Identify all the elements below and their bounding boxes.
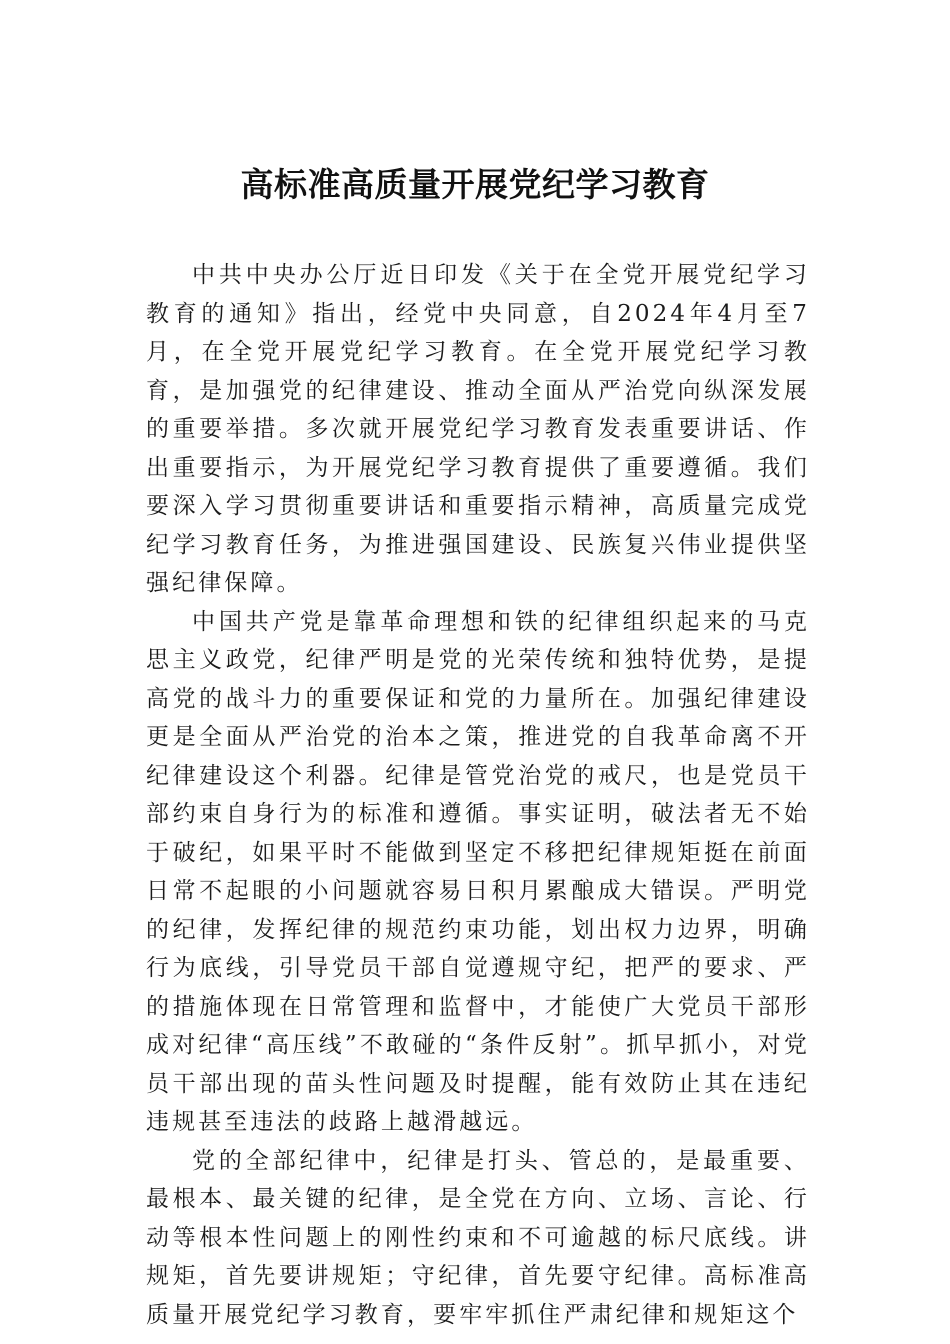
paragraph-1: 中共中央办公厅近日印发《关于在全党开展党纪学习教育的通知》指出，经党中央同意，自2024年4月至7月，在全党开展党纪学习教育。在全党开展党纪学习教育，是加强党的纪律建设、推动全面从严治党向纵深发展的重要举措。多次就开展党纪学习教育发表重要讲话、作出重要指示，为开展党纪学习教育提供了重要遵循。我们要深入学习贯彻重要讲话和重要指示精神，高质量完成党纪学习教育任务，为推进强国建设、民族复兴伟业提供坚强纪律保障。 [146, 262, 810, 596]
paragraph-2: 中国共产党是靠革命理想和铁的纪律组织起来的马克思主义政党，纪律严明是党的光荣传统和独特优势，是提高党的战斗力的重要保证和党的力量所在。加强纪律建设更是全面从严治党的治本之策，推进党的自我革命离不开纪律建设这个利器。纪律是管党治党的戒尺，也是党员干部约束自身行为的标准和遵循。事实证明，破法者无不始于破纪，如果平时不能做到坚定不移把纪律规矩挺在前面日常不起眼的小问题就容易日积月累酿成大错误。严明党的纪律，发挥纪律的规范约束功能，划出权力边界，明确行为底线，引导党员干部自觉遵规守纪，把严的要求、严的措施体现在日常管理和监督中，才能使广大党员干部形成对纪律“高压线”不敢碰的“条件反射”。抓早抓小，对党员干部出现的苗头性问题及时提醒，能有效防止其在违纪违规甚至违法的歧路上越滑越远。 [146, 608, 810, 1135]
document-title: 高标准高质量开展党纪学习教育 [240, 165, 710, 204]
paragraph-3: 党的全部纪律中，纪律是打头、管总的，是最重要、最根本、最关键的纪律，是全党在方向、立场、言论、行动等根本性问题上的刚性约束和不可逾越的标尺底线。讲规矩，首先要讲规矩；守纪律，首先要守纪律。高标准高质量开展党纪学习教育，要牢牢抓住严肃纪律和规矩这个 [146, 1147, 810, 1328]
document-body [146, 256, 810, 1334]
